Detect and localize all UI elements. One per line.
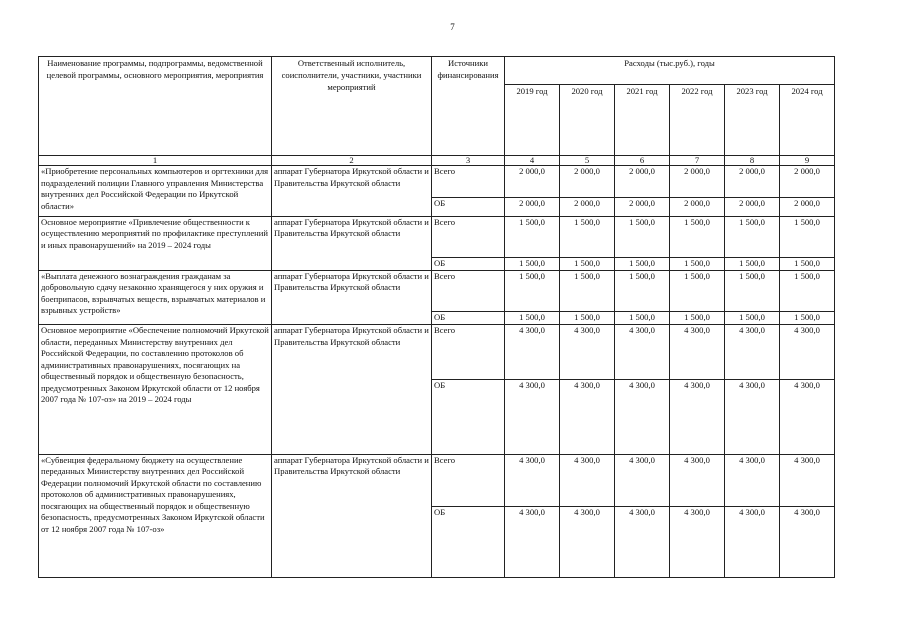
expense-value: 1 500,0 bbox=[615, 270, 670, 311]
header-year: 2023 год bbox=[725, 85, 780, 156]
expense-value: 2 000,0 bbox=[505, 166, 560, 197]
expense-value: 2 000,0 bbox=[780, 197, 835, 216]
column-index: 1 bbox=[39, 156, 272, 166]
expense-value: 2 000,0 bbox=[560, 166, 615, 197]
measure-name: Основное мероприятие «Привлечение общественности к осуществлению мероприятий по профилактике преступлений и иных правонарушений» на 2019 – 2024 годы bbox=[39, 216, 272, 270]
table-row bbox=[39, 325, 835, 380]
expense-value: 1 500,0 bbox=[670, 216, 725, 257]
header-year: 2020 год bbox=[560, 85, 615, 156]
column-index-row bbox=[39, 156, 835, 166]
expense-value: 1 500,0 bbox=[505, 216, 560, 257]
expense-value: 4 300,0 bbox=[780, 379, 835, 454]
expense-value: 1 500,0 bbox=[780, 216, 835, 257]
expense-value: 4 300,0 bbox=[670, 454, 725, 507]
header-expenses: Расходы (тыс.руб.), годы bbox=[505, 57, 835, 85]
expense-value: 4 300,0 bbox=[505, 379, 560, 454]
expense-value: 1 500,0 bbox=[725, 270, 780, 311]
expense-value: 1 500,0 bbox=[670, 258, 725, 271]
expense-value: 2 000,0 bbox=[670, 166, 725, 197]
column-index: 5 bbox=[560, 156, 615, 166]
expense-value: 4 300,0 bbox=[615, 507, 670, 578]
column-index: 2 bbox=[272, 156, 432, 166]
expense-value: 4 300,0 bbox=[670, 507, 725, 578]
expense-value: 2 000,0 bbox=[725, 166, 780, 197]
measure-name: Основное мероприятие «Обеспечение полномочий Иркутской области, переданных Министерству внутренних дел Российской Федерации, по составлению протоколов об административных правонарушениях, посягающих на общественный порядок и общественную безопасность, предусмотренных Законом Иркутской области от 12 ноября 2007 года № 107-оз» на 2019 – 2024 годы bbox=[39, 325, 272, 454]
expense-value: 4 300,0 bbox=[505, 454, 560, 507]
table-row bbox=[39, 270, 835, 311]
expense-value: 4 300,0 bbox=[725, 325, 780, 380]
expense-value: 2 000,0 bbox=[615, 197, 670, 216]
expense-value: 1 500,0 bbox=[505, 270, 560, 311]
funding-source: Всего bbox=[432, 166, 505, 197]
expense-value: 4 300,0 bbox=[725, 454, 780, 507]
column-index: 4 bbox=[505, 156, 560, 166]
expense-value: 1 500,0 bbox=[615, 312, 670, 325]
page-number: 7 bbox=[450, 22, 455, 32]
funding-source: ОБ bbox=[432, 312, 505, 325]
responsible-executor: аппарат Губернатора Иркутской области и Правительства Иркутской области bbox=[272, 325, 432, 454]
table-row bbox=[39, 216, 835, 257]
expense-value: 4 300,0 bbox=[505, 325, 560, 380]
expense-value: 1 500,0 bbox=[670, 312, 725, 325]
funding-source: Всего bbox=[432, 216, 505, 257]
header-year: 2021 год bbox=[615, 85, 670, 156]
expense-value: 1 500,0 bbox=[780, 270, 835, 311]
table-row bbox=[39, 166, 835, 197]
column-index: 8 bbox=[725, 156, 780, 166]
header-row bbox=[39, 57, 835, 85]
responsible-executor: аппарат Губернатора Иркутской области и Правительства Иркутской области bbox=[272, 216, 432, 270]
expense-value: 4 300,0 bbox=[780, 325, 835, 380]
funding-source: ОБ bbox=[432, 258, 505, 271]
header-year: 2022 год bbox=[670, 85, 725, 156]
funding-source: ОБ bbox=[432, 197, 505, 216]
expense-value: 1 500,0 bbox=[560, 312, 615, 325]
funding-source: Всего bbox=[432, 454, 505, 507]
expense-value: 1 500,0 bbox=[725, 312, 780, 325]
expense-value: 4 300,0 bbox=[560, 507, 615, 578]
responsible-executor: аппарат Губернатора Иркутской области и Правительства Иркутской области bbox=[272, 166, 432, 217]
expense-value: 2 000,0 bbox=[560, 197, 615, 216]
expense-value: 4 300,0 bbox=[615, 379, 670, 454]
expense-value: 4 300,0 bbox=[725, 507, 780, 578]
measure-name: «Выплата денежного вознаграждения гражданам за добровольную сдачу незаконно хранящегося у них оружия и боеприпасов, взрывчатых веществ, взрывчатых материалов и взрывных устройств» bbox=[39, 270, 272, 324]
expense-value: 2 000,0 bbox=[505, 197, 560, 216]
funding-source: Всего bbox=[432, 325, 505, 380]
table-row bbox=[39, 454, 835, 507]
expense-value: 1 500,0 bbox=[560, 270, 615, 311]
expense-value: 4 300,0 bbox=[615, 325, 670, 380]
column-index: 7 bbox=[670, 156, 725, 166]
expense-value: 1 500,0 bbox=[780, 312, 835, 325]
expense-value: 1 500,0 bbox=[725, 216, 780, 257]
expense-value: 4 300,0 bbox=[670, 379, 725, 454]
expense-value: 1 500,0 bbox=[670, 270, 725, 311]
measure-name: «Приобретение персональных компьютеров и оргтехники для подразделений полиции Главного управления Министерства внутренних дел Российской Федерации по Иркутской области» bbox=[39, 166, 272, 217]
header-source: Источники финансирования bbox=[432, 57, 505, 156]
expense-value: 1 500,0 bbox=[505, 312, 560, 325]
expense-value: 4 300,0 bbox=[780, 507, 835, 578]
measure-name: «Субвенция федеральному бюджету на осуществление переданных Министерству внутренних дел Российской Федерации полномочий Иркутской области по составлению протоколов об административных правонарушениях, посягающих на общественный порядок и общественную безопасность, предусмотренных Законом Иркутской области от 12 ноября 2007 года № 107-оз» bbox=[39, 454, 272, 577]
expense-value: 4 300,0 bbox=[670, 325, 725, 380]
column-index: 3 bbox=[432, 156, 505, 166]
expense-value: 1 500,0 bbox=[615, 216, 670, 257]
responsible-executor: аппарат Губернатора Иркутской области и Правительства Иркутской области bbox=[272, 454, 432, 577]
column-index: 6 bbox=[615, 156, 670, 166]
expense-value: 1 500,0 bbox=[780, 258, 835, 271]
funding-source: ОБ bbox=[432, 379, 505, 454]
expense-value: 2 000,0 bbox=[780, 166, 835, 197]
expense-value: 4 300,0 bbox=[615, 454, 670, 507]
header-year: 2024 год bbox=[780, 85, 835, 156]
expense-value: 4 300,0 bbox=[560, 379, 615, 454]
expense-value: 4 300,0 bbox=[780, 454, 835, 507]
expense-value: 1 500,0 bbox=[560, 216, 615, 257]
expense-value: 2 000,0 bbox=[670, 197, 725, 216]
expense-value: 2 000,0 bbox=[615, 166, 670, 197]
expense-value: 1 500,0 bbox=[560, 258, 615, 271]
expenses-table bbox=[38, 56, 835, 578]
expense-value: 1 500,0 bbox=[725, 258, 780, 271]
expense-value: 4 300,0 bbox=[725, 379, 780, 454]
funding-source: ОБ bbox=[432, 507, 505, 578]
header-year: 2019 год bbox=[505, 85, 560, 156]
expense-value: 1 500,0 bbox=[615, 258, 670, 271]
expense-value: 2 000,0 bbox=[725, 197, 780, 216]
responsible-executor: аппарат Губернатора Иркутской области и Правительства Иркутской области bbox=[272, 270, 432, 324]
expense-value: 4 300,0 bbox=[560, 325, 615, 380]
header-name: Наименование программы, подпрограммы, ведомственной целевой программы, основного мероприятия, мероприятия bbox=[39, 57, 272, 156]
funding-source: Всего bbox=[432, 270, 505, 311]
expense-value: 4 300,0 bbox=[505, 507, 560, 578]
expense-value: 4 300,0 bbox=[560, 454, 615, 507]
column-index: 9 bbox=[780, 156, 835, 166]
expense-value: 1 500,0 bbox=[505, 258, 560, 271]
header-exec: Ответственный исполнитель, соисполнители, участники, участники мероприятий bbox=[272, 57, 432, 156]
